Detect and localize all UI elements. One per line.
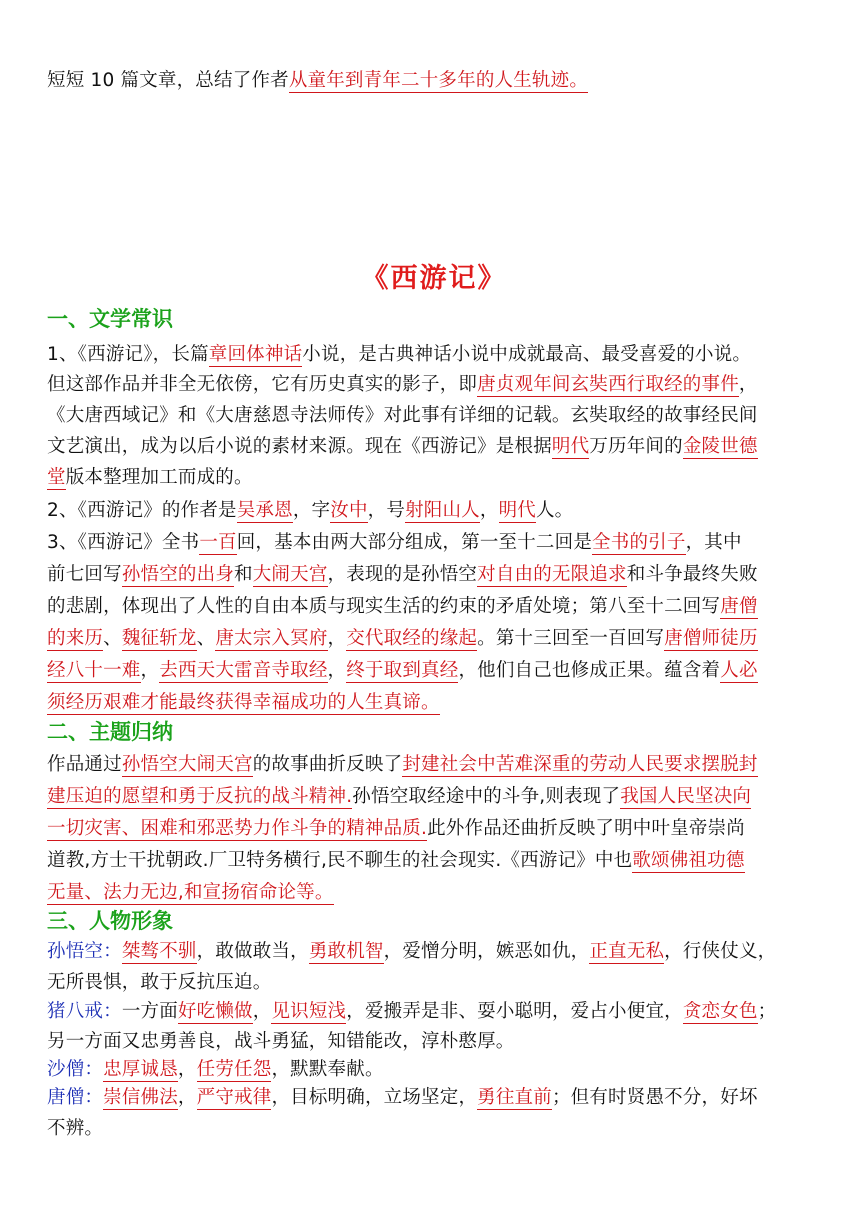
text-run: ， [177,1059,197,1080]
highlighted-text: 大闹天宫 [252,564,328,585]
highlighted-text: 从童年到青年二十多年的人生轨迹。 [288,70,589,91]
text-run: 和 [234,564,253,585]
highlighted-text: 汝中 [330,500,368,521]
highlighted-text: 吴承恩 [236,500,293,521]
body-line [47,846,745,876]
text-run: ，他们自己也修成正果。蕴含着 [458,660,721,681]
text-run: 万历年间的 [589,436,683,457]
highlighted-text: 封建社会中苦难深重的劳动人民要求摆脱封 [402,754,758,775]
body-line [47,814,745,844]
text-run: ，行侠仗义， [664,941,777,962]
highlighted-text: 严守戒律 [196,1087,272,1108]
body-line [47,656,758,686]
text-run: 一方面 [121,1001,178,1022]
section-heading-literary: 一、文学常识 [47,306,173,331]
highlighted-text: 明代 [498,500,536,521]
body-line [47,968,271,998]
highlighted-text: 正直无私 [589,941,665,962]
text-run: 、 [196,628,216,649]
body-line [47,432,758,462]
text-run: 小说，是古典神话小说中成就最高、最受喜爱的小说。 [302,344,752,365]
character-label: 沙僧： [47,1059,104,1080]
highlighted-text: 交代取经的缘起 [346,628,478,649]
highlighted-text: 崇信佛法 [103,1087,178,1108]
body-line [47,560,758,590]
text-run: 。第十三回至一百回写 [477,628,665,649]
body-line [47,340,751,370]
text-run: 前七回写 [47,564,122,585]
highlighted-text: 一切灾害、困难和邪恶势力作斗争的精神品质. [47,818,428,839]
highlighted-text: 的来历 [47,628,104,649]
highlighted-text: 好吃懒做 [177,1001,253,1022]
text-run: ， [738,374,758,395]
text-run: ；但有时贤愚不分，好坏 [551,1087,758,1108]
body-line [47,1055,384,1085]
body-line [47,1027,515,1057]
text-run: 版本整理加工而成的。 [65,467,253,488]
text-run: 此外作品还曲折反映了明中叶皇帝崇尚 [427,818,745,839]
highlighted-text: 须经历艰难才能最终获得幸福成功的人生真谛。 [47,692,440,713]
character-label: 猪八戒： [47,1001,122,1022]
body-line [47,401,758,431]
highlighted-text: 全书的引子 [592,532,686,553]
highlighted-text: 任劳任怨 [196,1059,272,1080]
highlighted-text: 金陵世德 [682,436,758,457]
highlighted-text: 经八十一难 [47,660,141,681]
highlighted-text: 射阳山人 [405,500,480,521]
body-line [47,782,751,812]
text-run: ，号 [367,500,406,521]
text-run: 另一方面又忠勇善良，战斗勇猛，知错能改，淳朴憨厚。 [47,1031,515,1052]
text-run: 、 [103,628,122,649]
text-run: 作品通过 [47,754,122,775]
highlighted-text: 孙悟空大闹天宫 [121,754,253,775]
body-line [47,688,440,718]
highlighted-text: 建压迫的愿望和勇于反抗的战斗精神. [47,786,353,807]
text-run: 的故事曲折反映了 [252,754,403,775]
text-run: ，敢做敢当， [196,941,309,962]
text-run: 短短 10 篇文章，总结了作者 [47,70,289,91]
text-run: ，默默奉献。 [271,1059,384,1080]
body-line [47,878,334,908]
highlighted-text: 桀骜不驯 [121,941,197,962]
highlighted-text: 对自由的无限追求 [477,564,627,585]
text-run: 的悲剧，体现出了人性的自由本质与现实生活的约束的矛盾处境；第八至十二回写 [47,596,721,617]
text-run: ， [252,1001,272,1022]
highlighted-text: 人必 [720,660,758,681]
body-line [47,997,776,1027]
section-heading-theme: 二、主题归纳 [47,719,173,744]
text-run: 文艺演出，成为以后小说的素材来源。现在《西游记》是根据 [47,436,552,457]
highlighted-text: 一百 [199,532,237,553]
body-line [47,496,573,526]
text-run: 道教,方士干扰朝政.厂卫特务横行,民不聊生的社会现实.《西游记》中也 [47,850,633,871]
highlighted-text: 贪恋女色 [682,1001,758,1022]
body-line [47,463,253,493]
text-run: 1、《西游记》，长篇 [47,344,209,365]
text-run: 不辨。 [47,1118,104,1139]
highlighted-text: 唐僧师徒历 [664,628,758,649]
highlighted-text: 唐太宗入冥府 [215,628,328,649]
text-run: ，字 [292,500,331,521]
highlighted-text: 终于取到真经 [346,660,459,681]
highlighted-text: 明代 [551,436,590,457]
highlighted-text: 堂 [47,467,66,488]
text-run: 人。 [535,500,574,521]
body-line [47,528,742,558]
highlighted-text: 唐贞观年间玄奘西行取经的事件 [477,374,739,395]
highlighted-text: 唐僧 [720,596,758,617]
text-run: ； [757,1001,777,1022]
text-run: ，爱搬弄是非、耍小聪明，爱占小便宜， [346,1001,683,1022]
highlighted-text: 勇敢机智 [308,941,384,962]
highlighted-text: 魏征斩龙 [121,628,197,649]
text-run: ， [327,660,347,681]
highlighted-text: 歌颂佛祖功德 [632,850,745,871]
body-line [47,1083,758,1113]
page-title: 《西游记》 [361,263,507,294]
body-line [47,937,776,967]
text-run: ， [140,660,160,681]
highlighted-text: 忠厚诚恳 [103,1059,178,1080]
text-run: 孙悟空取经途中的斗争,则表现了 [352,786,621,807]
text-run: ，表现的是孙悟空 [327,564,478,585]
highlighted-text: 去西天大雷音寺取经 [159,660,328,681]
body-line [47,592,758,622]
text-run: 3、《西游记》全书 [47,532,200,553]
body-line [47,750,758,780]
highlighted-text: 无量、法力无边,和宣扬宿命论等。 [47,882,334,903]
body-line [47,624,758,654]
text-run: 回，基本由两大部分组成，第一至十二回是 [236,532,593,553]
text-run: ，其中 [685,532,742,553]
highlighted-text: 孙悟空的出身 [121,564,235,585]
highlighted-text: 见识短浅 [271,1001,347,1022]
intro-line [47,66,588,96]
section-heading-characters: 三、人物形象 [47,908,173,933]
body-line [47,370,758,400]
text-run: 无所畏惧，敢于反抗压迫。 [47,972,272,993]
text-run: 和斗争最终失败 [626,564,758,585]
text-run: ， [177,1087,197,1108]
highlighted-text: 勇往直前 [477,1087,552,1108]
character-label: 孙悟空： [47,941,122,962]
text-run: ，爱憎分明，嫉恶如仇， [383,941,590,962]
character-label: 唐僧： [47,1087,104,1108]
text-run: ， [327,628,347,649]
highlighted-text: 章回体神话 [208,344,303,365]
text-run: 2、《西游记》的作者是 [47,500,237,521]
highlighted-text: 我国人民坚决向 [620,786,752,807]
body-line [47,1114,103,1144]
text-run: 《大唐西域记》和《大唐慈恩寺法师传》对此事有详细的记载。玄奘取经的故事经民间 [47,405,758,426]
text-run: ，目标明确，立场坚定， [271,1087,478,1108]
text-run: 但这部作品并非全无依傍，它有历史真实的影子，即 [47,374,478,395]
text-run: ， [479,500,499,521]
